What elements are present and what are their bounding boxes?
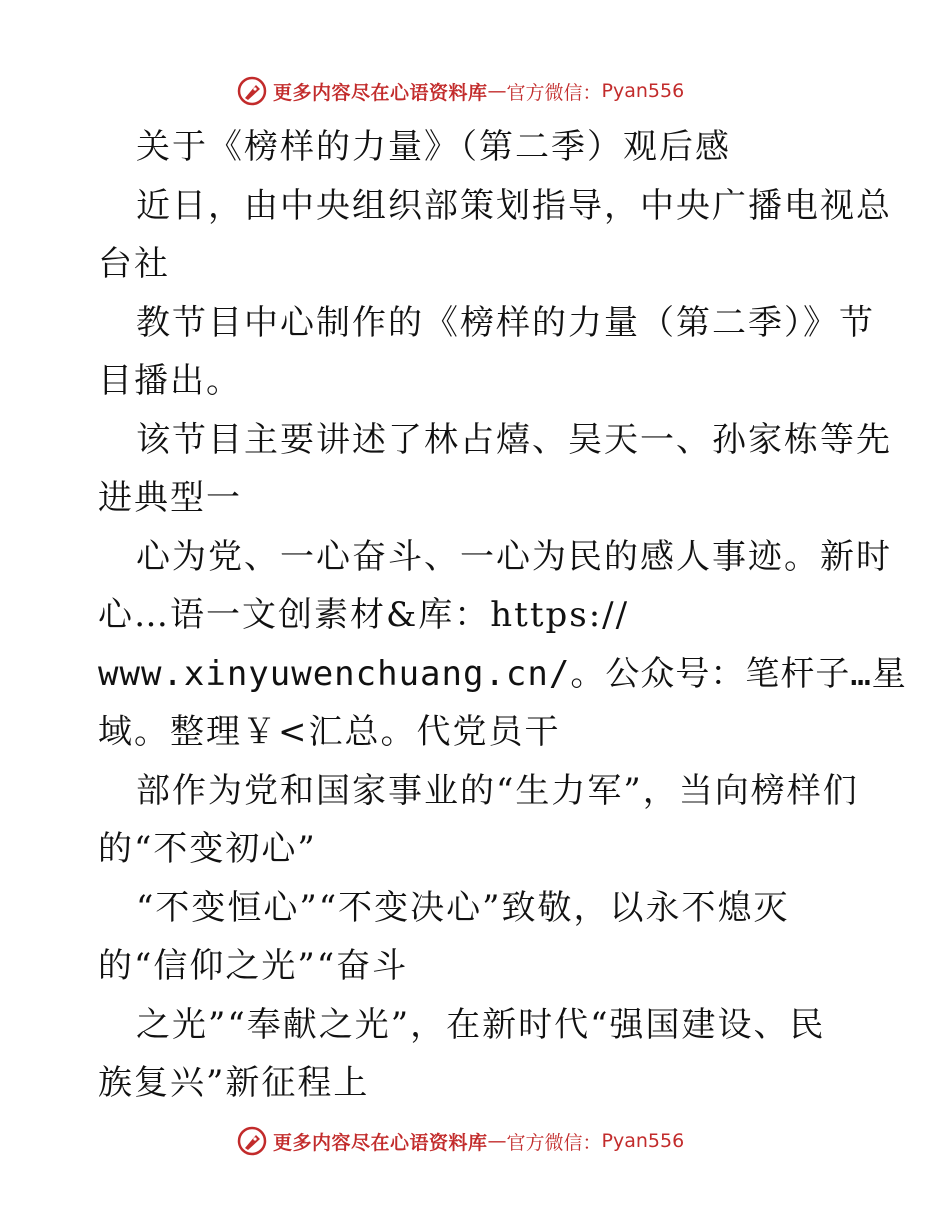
paragraph-line: 近日，由中央组织部策划指导，中央广播电视总 <box>136 185 892 226</box>
document-title: 关于《榜样的力量》（第二季）观后感 <box>136 127 731 167</box>
watermark-wechat-handle: Pyan556 <box>601 1130 685 1152</box>
watermark-lead-text: 更多内容尽在心语资料库 <box>273 1131 488 1154</box>
paragraph-line: 该节目主要讲述了林占熺、吴天一、孙家栋等先 <box>136 419 892 460</box>
watermark-wechat-handle: Pyan556 <box>601 80 685 102</box>
pen-nib-logo-icon <box>236 75 268 107</box>
watermark-banner-bottom <box>236 1124 684 1158</box>
paragraph-line-url: www.xinyuwenchuang.cn/。公众号：笔杆子…星 <box>98 653 907 694</box>
paragraph-line: 目播出。 <box>98 361 242 401</box>
paragraph-line: 教节目中心制作的《榜样的力量（第二季）》节 <box>136 302 875 343</box>
paragraph-line: 台社 <box>98 244 170 284</box>
paragraph-line: 心…语一文创素材&库：https:// <box>98 595 630 635</box>
document-body <box>98 118 907 1113</box>
paragraph-line: 族复兴”新征程上 <box>98 1063 370 1103</box>
paragraph-line: 的“信仰之光”“奋斗 <box>98 946 409 986</box>
paragraph-line: 心为党、一心奋斗、一心为民的感人事迹。新时 <box>136 536 892 577</box>
paragraph-line: 进典型一 <box>98 478 242 518</box>
watermark-lead-text: 更多内容尽在心语资料库 <box>273 81 488 104</box>
paragraph-line: 域。整理￥<汇总。代党员干 <box>98 712 561 752</box>
paragraph-line: 部作为党和国家事业的“生力军”，当向榜样们 <box>136 770 859 811</box>
watermark-wechat-label: 官方微信： <box>506 81 602 104</box>
paragraph-line: 的“不变初心” <box>98 829 317 869</box>
paragraph-line: “不变恒心”“不变决心”致敬，以永不熄灭 <box>136 887 790 928</box>
paragraph-line: 之光”“奉献之光”，在新时代“强国建设、民 <box>136 1004 826 1045</box>
watermark-wechat-label: 官方微信： <box>506 1131 602 1154</box>
watermark-banner-top <box>236 74 684 108</box>
watermark-separator: — <box>487 80 507 102</box>
pen-nib-logo-icon <box>236 1125 268 1157</box>
watermark-separator: — <box>487 1130 507 1152</box>
